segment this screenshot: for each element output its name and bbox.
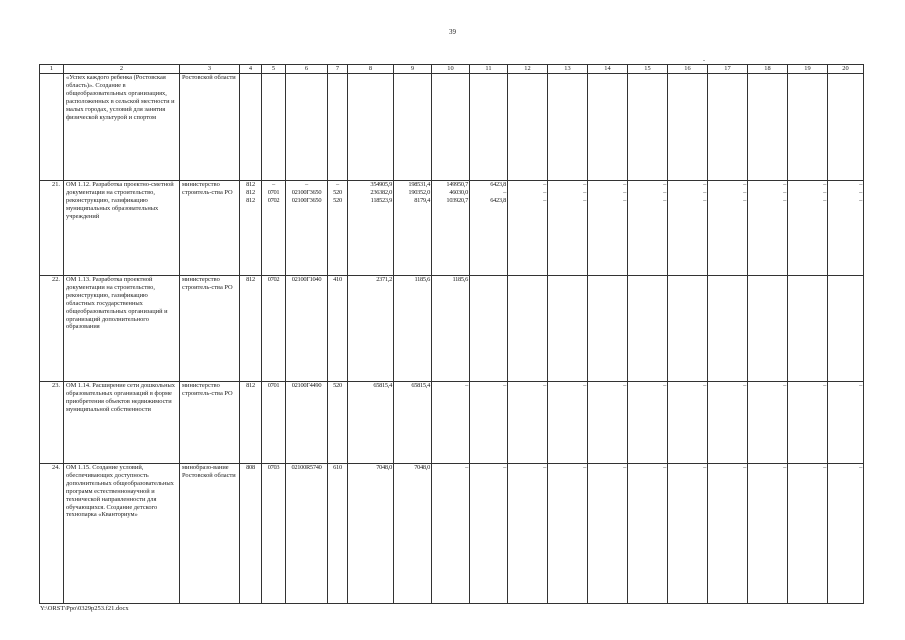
- cell-value: [789, 276, 826, 284]
- cell-value: 0701: [267, 382, 280, 389]
- amount-cell: [548, 74, 588, 181]
- amount-cell: [748, 464, 788, 604]
- amount-cell: [508, 181, 548, 276]
- cell-value: –: [743, 197, 746, 204]
- cell-value: –: [703, 464, 706, 471]
- cell-value: –: [663, 189, 666, 196]
- column-header: 3: [180, 65, 240, 74]
- cell-value: –: [823, 382, 826, 389]
- cell-value: –: [859, 382, 862, 389]
- cell-value: –: [823, 197, 826, 204]
- amount-cell: [394, 276, 432, 382]
- amount-cell: [588, 276, 628, 382]
- cell-value: –: [465, 382, 468, 389]
- cell-value: 520: [333, 197, 342, 204]
- amount-cell: [548, 181, 588, 276]
- amount-cell: [588, 181, 628, 276]
- cell-value: –: [543, 189, 546, 196]
- cell-value: –: [663, 197, 666, 204]
- amount-cell: [788, 382, 828, 464]
- amount-cell: [748, 181, 788, 276]
- cell-value: 7048,0: [414, 464, 430, 471]
- column-header: 13: [548, 65, 588, 74]
- amount-cell: [470, 181, 508, 276]
- amount-cell: [470, 464, 508, 604]
- amount-cell: [748, 74, 788, 181]
- cell-value: 02100Г4490: [291, 382, 322, 389]
- cell-value: [709, 276, 746, 284]
- cell-value: 808: [246, 464, 255, 471]
- table-body: [40, 65, 864, 604]
- cell-value: 65815,4: [373, 382, 392, 389]
- amount-cell: [828, 181, 864, 276]
- cell-value: –: [743, 382, 746, 389]
- amount-cell: [432, 74, 470, 181]
- amount-cell: [828, 74, 864, 181]
- amount-cell: [708, 74, 748, 181]
- column-header: 8: [348, 65, 394, 74]
- grbs-code: [240, 382, 262, 464]
- cell-value: 0701: [267, 189, 280, 196]
- cell-value: –: [623, 382, 626, 389]
- cell-value: 812: [246, 276, 255, 283]
- cell-value: 354905,9: [370, 181, 392, 188]
- cell-value: 2371,2: [376, 276, 392, 283]
- expense-type-code: [328, 276, 348, 382]
- cell-value: 02100Г3650: [291, 197, 322, 204]
- cell-value: –: [583, 189, 586, 196]
- amount-cell: [748, 382, 788, 464]
- table-row: [40, 276, 864, 382]
- cell-value: [509, 276, 546, 284]
- cell-value: 0702: [267, 276, 280, 283]
- amount-cell: [668, 382, 708, 464]
- row-number: 23.: [40, 382, 64, 464]
- budget-table: [39, 64, 864, 604]
- amount-cell: [788, 181, 828, 276]
- amount-cell: [588, 464, 628, 604]
- target-article-code: [286, 74, 328, 181]
- grbs-code: [240, 181, 262, 276]
- page-number: 39: [449, 28, 456, 36]
- cell-value: 149950,7: [446, 181, 468, 188]
- cell-value: 236382,0: [370, 189, 392, 196]
- amount-cell: [394, 74, 432, 181]
- amount-cell: [628, 74, 668, 181]
- expense-type-code: [328, 382, 348, 464]
- amount-cell: [470, 382, 508, 464]
- cell-value: –: [823, 181, 826, 188]
- amount-cell: [708, 464, 748, 604]
- column-header: 11: [470, 65, 508, 74]
- cell-value: –: [503, 382, 506, 389]
- cell-value: 520: [333, 189, 342, 196]
- cell-value: –: [663, 464, 666, 471]
- cell-value: –: [743, 189, 746, 196]
- cell-value: 46030,0: [449, 189, 468, 196]
- cell-value: 812: [246, 197, 255, 204]
- cell-value: –: [623, 189, 626, 196]
- tick-mark: -: [703, 58, 705, 64]
- amount-cell: [548, 464, 588, 604]
- cell-value: [471, 276, 506, 284]
- amount-cell: [548, 276, 588, 382]
- cell-value: 02100Г1040: [291, 276, 322, 283]
- table-row: [40, 74, 864, 181]
- section-code: [262, 181, 286, 276]
- cell-value: –: [703, 197, 706, 204]
- amount-cell: [708, 276, 748, 382]
- cell-value: 610: [333, 464, 342, 471]
- amount-cell: [588, 382, 628, 464]
- column-header: 1: [40, 65, 64, 74]
- cell-value: 520: [333, 382, 342, 389]
- executor: министерство строитель-ства РО: [180, 382, 240, 464]
- cell-value: –: [543, 382, 546, 389]
- grbs-code: [240, 74, 262, 181]
- amount-cell: [394, 181, 432, 276]
- cell-value: –: [783, 382, 786, 389]
- cell-value: –: [583, 464, 586, 471]
- section-code: [262, 464, 286, 604]
- cell-value: –: [583, 181, 586, 188]
- amount-cell: [668, 181, 708, 276]
- cell-value: 6423,8: [490, 197, 506, 204]
- cell-value: 0702: [267, 197, 280, 204]
- activity-name: ОМ 1.12. Разработка проектно-сметной документации на строительство, реконструкцию, газификацию муниципальных образовательных учреждений: [64, 181, 180, 276]
- amount-cell: [348, 276, 394, 382]
- footer-file-path: Y:\ORST\Ppo\0329p253.f21.docx: [40, 605, 129, 612]
- cell-value: 02100Г3650: [291, 189, 322, 196]
- cell-value: –: [823, 189, 826, 196]
- cell-value: –: [465, 464, 468, 471]
- activity-name: ОМ 1.13. Разработка проектной документации на строительство, реконструкцию, газификацию областных государственных общеобразовательных организаций и организаций дополнительного образования: [64, 276, 180, 382]
- amount-cell: [708, 382, 748, 464]
- cell-value: –: [703, 382, 706, 389]
- amount-cell: [828, 464, 864, 604]
- section-code: [262, 74, 286, 181]
- cell-value: [829, 276, 862, 284]
- amount-cell: [788, 276, 828, 382]
- executor: министерство строитель-ства РО: [180, 276, 240, 382]
- cell-value: –: [783, 197, 786, 204]
- cell-value: –: [663, 382, 666, 389]
- cell-value: –: [543, 181, 546, 188]
- target-article-code: [286, 276, 328, 382]
- cell-value: –: [783, 189, 786, 196]
- cell-value: –: [543, 464, 546, 471]
- cell-value: –: [623, 197, 626, 204]
- cell-value: –: [703, 189, 706, 196]
- amount-cell: [628, 382, 668, 464]
- cell-value: 7048,0: [376, 464, 392, 471]
- cell-value: 0703: [267, 464, 280, 471]
- section-code: [262, 276, 286, 382]
- cell-value: 812: [246, 189, 255, 196]
- cell-value: 1185,6: [452, 276, 468, 283]
- column-header: 17: [708, 65, 748, 74]
- cell-value: –: [583, 382, 586, 389]
- activity-name: ОМ 1.15. Создание условий, обеспечивающих доступность дополнительных общеобразовательных программ естественнонаучной и технической направленности для обучающихся. Создание детского технопарка «Кванториум»: [64, 464, 180, 604]
- cell-value: –: [823, 464, 826, 471]
- column-header: 20: [828, 65, 864, 74]
- cell-value: [669, 276, 706, 284]
- amount-cell: [508, 382, 548, 464]
- cell-value: –: [783, 464, 786, 471]
- cell-value: 6423,8: [490, 181, 506, 188]
- cell-value: 812: [246, 181, 255, 188]
- cell-value: –: [503, 189, 506, 196]
- activity-name: ОМ 1.14. Расширение сети дошкольных образовательных организаций в форме приобретения объектов недвижимости муниципальной собственности: [64, 382, 180, 464]
- executor: минобразо-вание Ростовской области: [180, 464, 240, 604]
- column-header: 10: [432, 65, 470, 74]
- row-number: [40, 74, 64, 181]
- table-row: [40, 382, 864, 464]
- cell-value: –: [272, 181, 275, 188]
- amount-cell: [788, 74, 828, 181]
- cell-value: 02100R5740: [291, 464, 322, 471]
- amount-cell: [348, 74, 394, 181]
- amount-cell: [668, 464, 708, 604]
- column-header: 9: [394, 65, 432, 74]
- cell-value: –: [859, 181, 862, 188]
- cell-value: 118523,9: [370, 197, 392, 204]
- column-header: 18: [748, 65, 788, 74]
- cell-value: –: [623, 464, 626, 471]
- cell-value: [589, 276, 626, 284]
- amount-cell: [348, 181, 394, 276]
- row-number: 22.: [40, 276, 64, 382]
- amount-cell: [748, 276, 788, 382]
- cell-value: –: [743, 181, 746, 188]
- cell-value: –: [663, 181, 666, 188]
- amount-cell: [470, 276, 508, 382]
- cell-value: 190352,0: [408, 189, 430, 196]
- amount-cell: [432, 464, 470, 604]
- amount-cell: [788, 464, 828, 604]
- amount-cell: [828, 276, 864, 382]
- grbs-code: [240, 464, 262, 604]
- row-number: 21.: [40, 181, 64, 276]
- amount-cell: [628, 276, 668, 382]
- amount-cell: [394, 464, 432, 604]
- executor: Ростовской области: [180, 74, 240, 181]
- cell-value: –: [305, 181, 308, 188]
- cell-value: [749, 276, 786, 284]
- amount-cell: [348, 464, 394, 604]
- cell-value: –: [503, 464, 506, 471]
- cell-value: –: [583, 197, 586, 204]
- cell-value: 1185,6: [414, 276, 430, 283]
- expense-type-code: [328, 464, 348, 604]
- cell-value: –: [623, 181, 626, 188]
- cell-value: –: [703, 181, 706, 188]
- expense-type-code: [328, 181, 348, 276]
- cell-value: –: [543, 197, 546, 204]
- amount-cell: [708, 181, 748, 276]
- amount-cell: [588, 74, 628, 181]
- column-header: 5: [262, 65, 286, 74]
- amount-cell: [628, 181, 668, 276]
- section-code: [262, 382, 286, 464]
- executor: министерство строитель-ства РО: [180, 181, 240, 276]
- cell-value: 103920,7: [446, 197, 468, 204]
- column-header: 6: [286, 65, 328, 74]
- cell-value: [629, 276, 666, 284]
- column-header: 2: [64, 65, 180, 74]
- column-header: 14: [588, 65, 628, 74]
- target-article-code: [286, 464, 328, 604]
- cell-value: 8179,4: [414, 197, 430, 204]
- cell-value: –: [336, 181, 339, 188]
- column-header: 12: [508, 65, 548, 74]
- cell-value: 410: [333, 276, 342, 283]
- row-number: 24.: [40, 464, 64, 604]
- amount-cell: [828, 382, 864, 464]
- cell-value: –: [859, 197, 862, 204]
- target-article-code: [286, 382, 328, 464]
- amount-cell: [470, 74, 508, 181]
- amount-cell: [508, 464, 548, 604]
- amount-cell: [508, 74, 548, 181]
- cell-value: 812: [246, 382, 255, 389]
- cell-value: 65815,4: [411, 382, 430, 389]
- cell-value: –: [783, 181, 786, 188]
- amount-cell: [548, 382, 588, 464]
- amount-cell: [348, 382, 394, 464]
- grbs-code: [240, 276, 262, 382]
- column-header: 4: [240, 65, 262, 74]
- target-article-code: [286, 181, 328, 276]
- cell-value: –: [743, 464, 746, 471]
- cell-value: [549, 276, 586, 284]
- activity-name: «Успех каждого ребенка (Ростовская область)». Создание в общеобразовательных организациях, расположенных в сельской местности и малых городах, условий для занятия физической культурой и спортом: [64, 74, 180, 181]
- cell-value: –: [859, 464, 862, 471]
- amount-cell: [432, 276, 470, 382]
- column-header: 7: [328, 65, 348, 74]
- amount-cell: [668, 276, 708, 382]
- amount-cell: [432, 382, 470, 464]
- cell-value: 198531,4: [408, 181, 430, 188]
- expense-type-code: [328, 74, 348, 181]
- table-row: [40, 181, 864, 276]
- column-header: 16: [668, 65, 708, 74]
- amount-cell: [668, 74, 708, 181]
- amount-cell: [508, 276, 548, 382]
- table-row: [40, 464, 864, 604]
- header-row: [40, 65, 864, 74]
- amount-cell: [432, 181, 470, 276]
- amount-cell: [628, 464, 668, 604]
- amount-cell: [394, 382, 432, 464]
- cell-value: –: [859, 189, 862, 196]
- column-header: 15: [628, 65, 668, 74]
- column-header: 19: [788, 65, 828, 74]
